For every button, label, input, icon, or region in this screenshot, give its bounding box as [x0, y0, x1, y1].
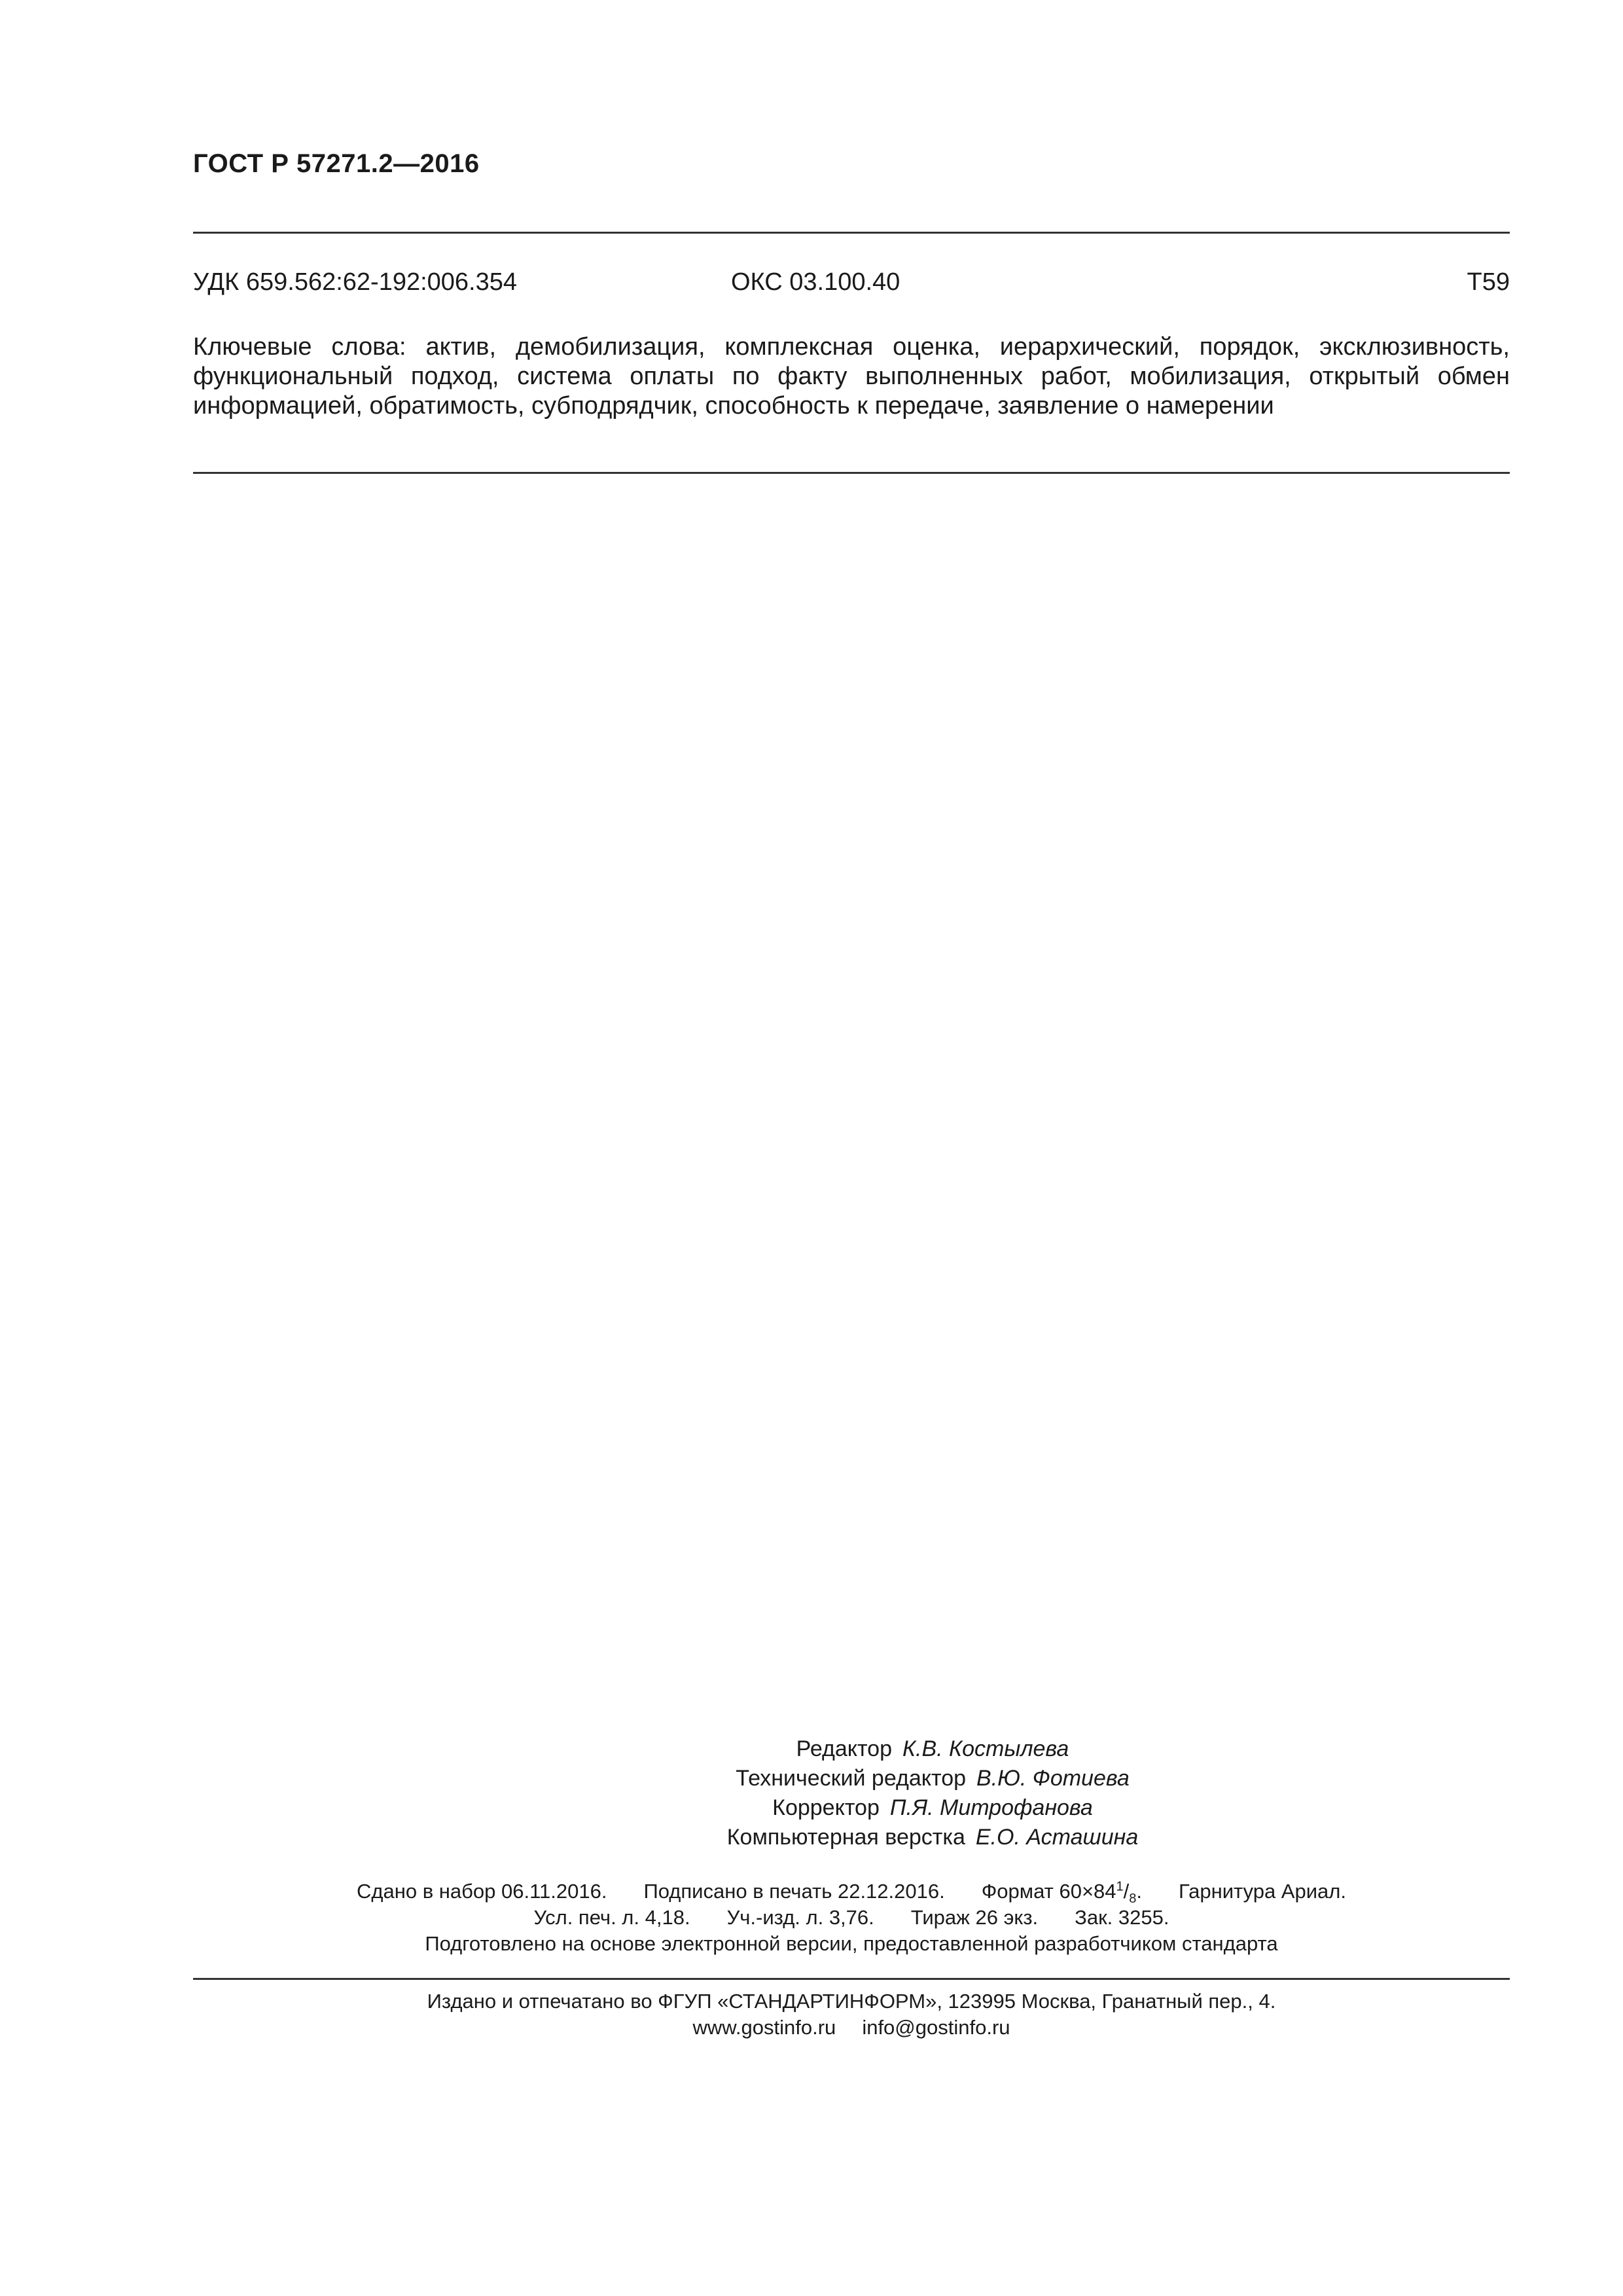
oks-code: ОКС 03.100.40: [731, 268, 901, 296]
credit-role: Корректор: [772, 1795, 880, 1820]
credit-name: Е.О. Асташина: [975, 1825, 1139, 1850]
credits-block: [458, 1734, 1407, 1852]
website-link[interactable]: www.gostinfo.ru: [692, 2016, 836, 2039]
top-rule: [193, 232, 1510, 234]
credit-layout: [458, 1823, 1407, 1852]
keywords-paragraph: Ключевые слова: актив, демобилизация, комплексная оценка, иерархический, порядок, эксклюзивность, функциональный подход, система оплаты по факту выполненных работ, мобилизация, открытый обмен информацией, обратимость, субподрядчик, способность к передаче, заявление о намерении: [193, 333, 1510, 420]
credit-editor: [458, 1734, 1407, 1764]
paper-format: Формат $60\times 84^1/_8$.: [981, 1879, 1143, 1907]
credit-name: К.В. Костылева: [902, 1736, 1069, 1761]
credit-corrector: [458, 1793, 1407, 1823]
t-code: Т59: [1467, 268, 1510, 296]
credit-role: Компьютерная верстка: [726, 1825, 965, 1850]
order-number: Зак. 3255.: [1075, 1906, 1169, 1929]
imprint-line-1: [193, 1878, 1510, 1905]
print-sheets: Усл. печ. л. 4,18.: [533, 1906, 690, 1929]
middle-rule: [193, 472, 1510, 474]
bottom-rule: [193, 1978, 1510, 1980]
credit-name: П.Я. Митрофанова: [889, 1795, 1093, 1820]
submitted-date: Сдано в набор 06.11.2016.: [357, 1880, 607, 1903]
publisher-line: Издано и отпечатано во ФГУП «СТАНДАРТИНФОРМ», 123995 Москва, Гранатный пер., 4.: [427, 1990, 1276, 2013]
imprint-line-2: [193, 1905, 1510, 1931]
credit-role: Редактор: [796, 1736, 892, 1761]
imprint-block: [193, 1878, 1510, 1957]
standard-id: ГОСТ Р 57271.2—2016: [193, 149, 480, 178]
publisher-block: [193, 1988, 1510, 2041]
typeface: Гарнитура Ариал.: [1179, 1880, 1346, 1903]
prepared-note: Подготовлено на основе электронной версии, предоставленной разработчиком стандарта: [425, 1932, 1278, 1955]
edit-sheets: Уч.-изд. л. 3,76.: [726, 1906, 874, 1929]
classification-row: [193, 268, 1510, 301]
credit-tech-editor: [458, 1764, 1407, 1793]
email-link[interactable]: info@gostinfo.ru: [862, 2016, 1010, 2039]
credit-name: В.Ю. Фотиева: [976, 1766, 1130, 1791]
contact-line: [193, 2015, 1510, 2041]
credit-role: Технический редактор: [736, 1766, 967, 1791]
udk-code: УДК 659.562:62-192:006.354: [193, 268, 518, 296]
signed-date: Подписано в печать 22.12.2016.: [643, 1880, 945, 1903]
print-run: Тираж 26 экз.: [910, 1906, 1039, 1929]
